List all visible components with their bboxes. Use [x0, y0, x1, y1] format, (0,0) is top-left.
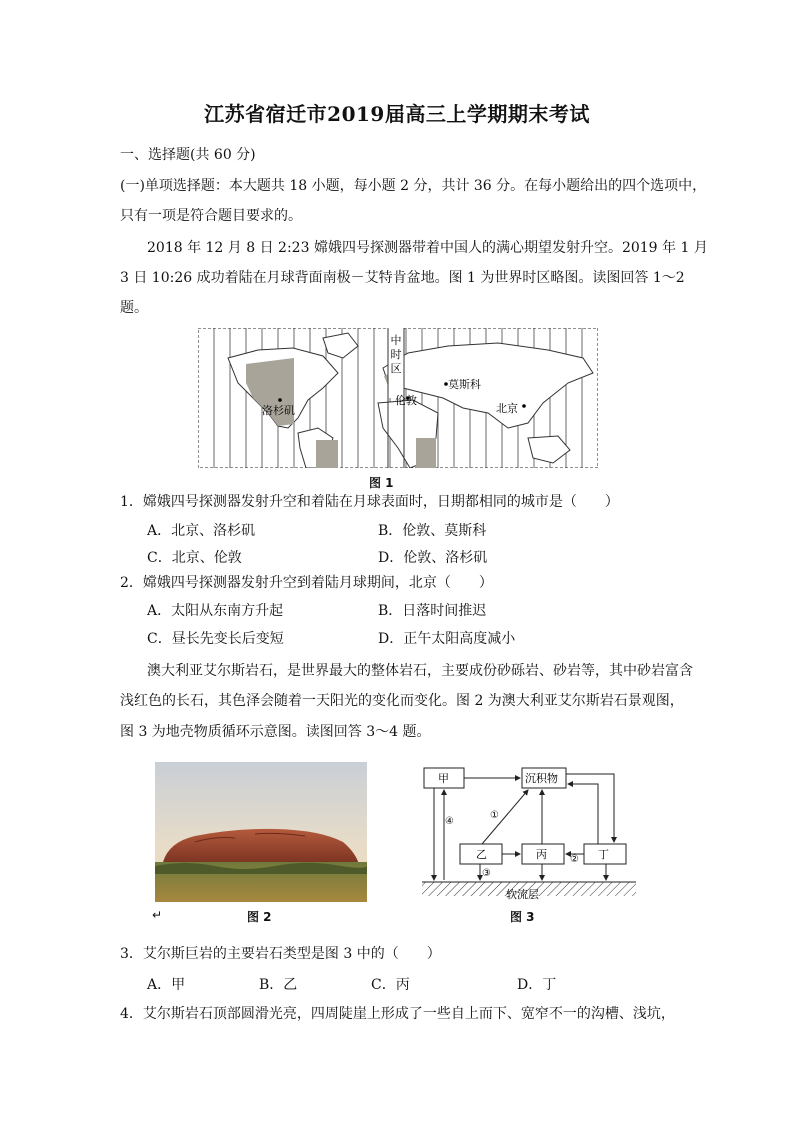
- q4-stem: 4．艾尔斯岩石顶部圆滑光亮，四周陡崖上形成了一些自上而下、宽窄不一的沟槽、浅坑，: [120, 1006, 675, 1022]
- world-time-zone-map: [198, 328, 598, 468]
- passage2-line1: 澳大利亚艾尔斯岩石，是世界最大的整体岩石，主要成份砂砾岩、砂岩等，其中砂岩富含: [147, 663, 693, 679]
- q1-option-d[interactable]: D．伦敦、洛杉矶: [378, 550, 488, 566]
- q1-stem: 1．嫦娥四号探测器发射升空和着陆在月球表面时，日期都相同的城市是（ ）: [120, 494, 619, 510]
- q2-option-d[interactable]: D．正午太阳高度减小: [378, 631, 516, 647]
- svg-text:丙: 丙: [536, 848, 547, 861]
- q2-stem: 2．嫦娥四号探测器发射升空到着陆月球期间，北京（ ）: [120, 575, 493, 591]
- section-instructions-line1: (一)单项选择题：本大题共 18 小题，每小题 2 分，共计 36 分。在每小题给出的四个选项中，: [120, 178, 707, 194]
- svg-text:沉积物: 沉积物: [525, 772, 558, 785]
- page-title: 江苏省宿迁市2019届高三上学期期末考试: [204, 102, 590, 126]
- passage2-line2: 浅红色的长石，其色泽会随着一天阳光的变化而变化。图 2 为澳大利亚艾尔斯岩石景观图，: [120, 693, 684, 709]
- central-zone-char-3: 区: [390, 362, 402, 375]
- q2-option-b[interactable]: B．日落时间推迟: [378, 603, 487, 619]
- svg-text:丁: 丁: [598, 848, 609, 861]
- passage1-line2: 3 日 10:26 成功着陆在月球背面南极－艾特肯盆地。图 1 为世界时区略图。读图回答 1～2: [120, 270, 685, 286]
- passage1-line3: 题。: [120, 300, 148, 316]
- rock-cycle-diagram: [418, 762, 640, 910]
- q3-option-a[interactable]: A．甲: [147, 977, 186, 993]
- figure2-leading-mark: ↵: [152, 908, 163, 922]
- svg-text:乙: 乙: [476, 848, 487, 861]
- figure2-caption: 图 2: [247, 910, 272, 924]
- q3-option-c[interactable]: C．丙: [371, 977, 410, 993]
- q1-option-a[interactable]: A．北京、洛杉矶: [147, 523, 256, 539]
- mark-3: ③: [482, 868, 491, 879]
- uluru-photo: [155, 762, 367, 902]
- q1-option-c[interactable]: C．北京、伦敦: [147, 550, 242, 566]
- central-zone-char-1: 中: [390, 334, 402, 347]
- label-los-angeles: 洛杉矶: [262, 404, 295, 417]
- q1-option-b[interactable]: B．伦敦、莫斯科: [378, 523, 487, 539]
- q2-option-c[interactable]: C．昼长先变长后变短: [147, 631, 284, 647]
- q3-option-d[interactable]: D．丁: [517, 977, 557, 993]
- q3-stem: 3．艾尔斯巨岩的主要岩石类型是图 3 中的（ ）: [120, 946, 441, 962]
- svg-text:甲: 甲: [438, 772, 449, 785]
- section-instructions-line2: 只有一项是符合题目要求的。: [120, 208, 302, 224]
- q2-option-a[interactable]: A．太阳从东南方升起: [147, 603, 284, 619]
- mark-4: ④: [445, 816, 454, 827]
- q3-option-b[interactable]: B．乙: [259, 977, 298, 993]
- figure3-caption: 图 3: [510, 910, 535, 924]
- passage1-line1: 2018 年 12 月 8 日 2:23 嫦娥四号探测器带着中国人的满心期望发射升空。2019 年 1 月: [147, 240, 708, 256]
- label-moscow: 莫斯科: [448, 378, 481, 391]
- figure1-caption: 图 1: [369, 476, 394, 490]
- mark-1: ①: [490, 810, 499, 821]
- mark-2: ②: [570, 854, 579, 865]
- section-heading: 一、选择题(共 60 分): [120, 147, 256, 163]
- label-beijing: 北京: [496, 402, 518, 415]
- node-mantle: 软流层: [506, 888, 539, 901]
- label-london: 伦敦: [395, 394, 417, 407]
- central-zone-char-2: 时: [390, 348, 402, 361]
- passage2-line3: 图 3 为地壳物质循环示意图。读图回答 3～4 题。: [120, 724, 431, 740]
